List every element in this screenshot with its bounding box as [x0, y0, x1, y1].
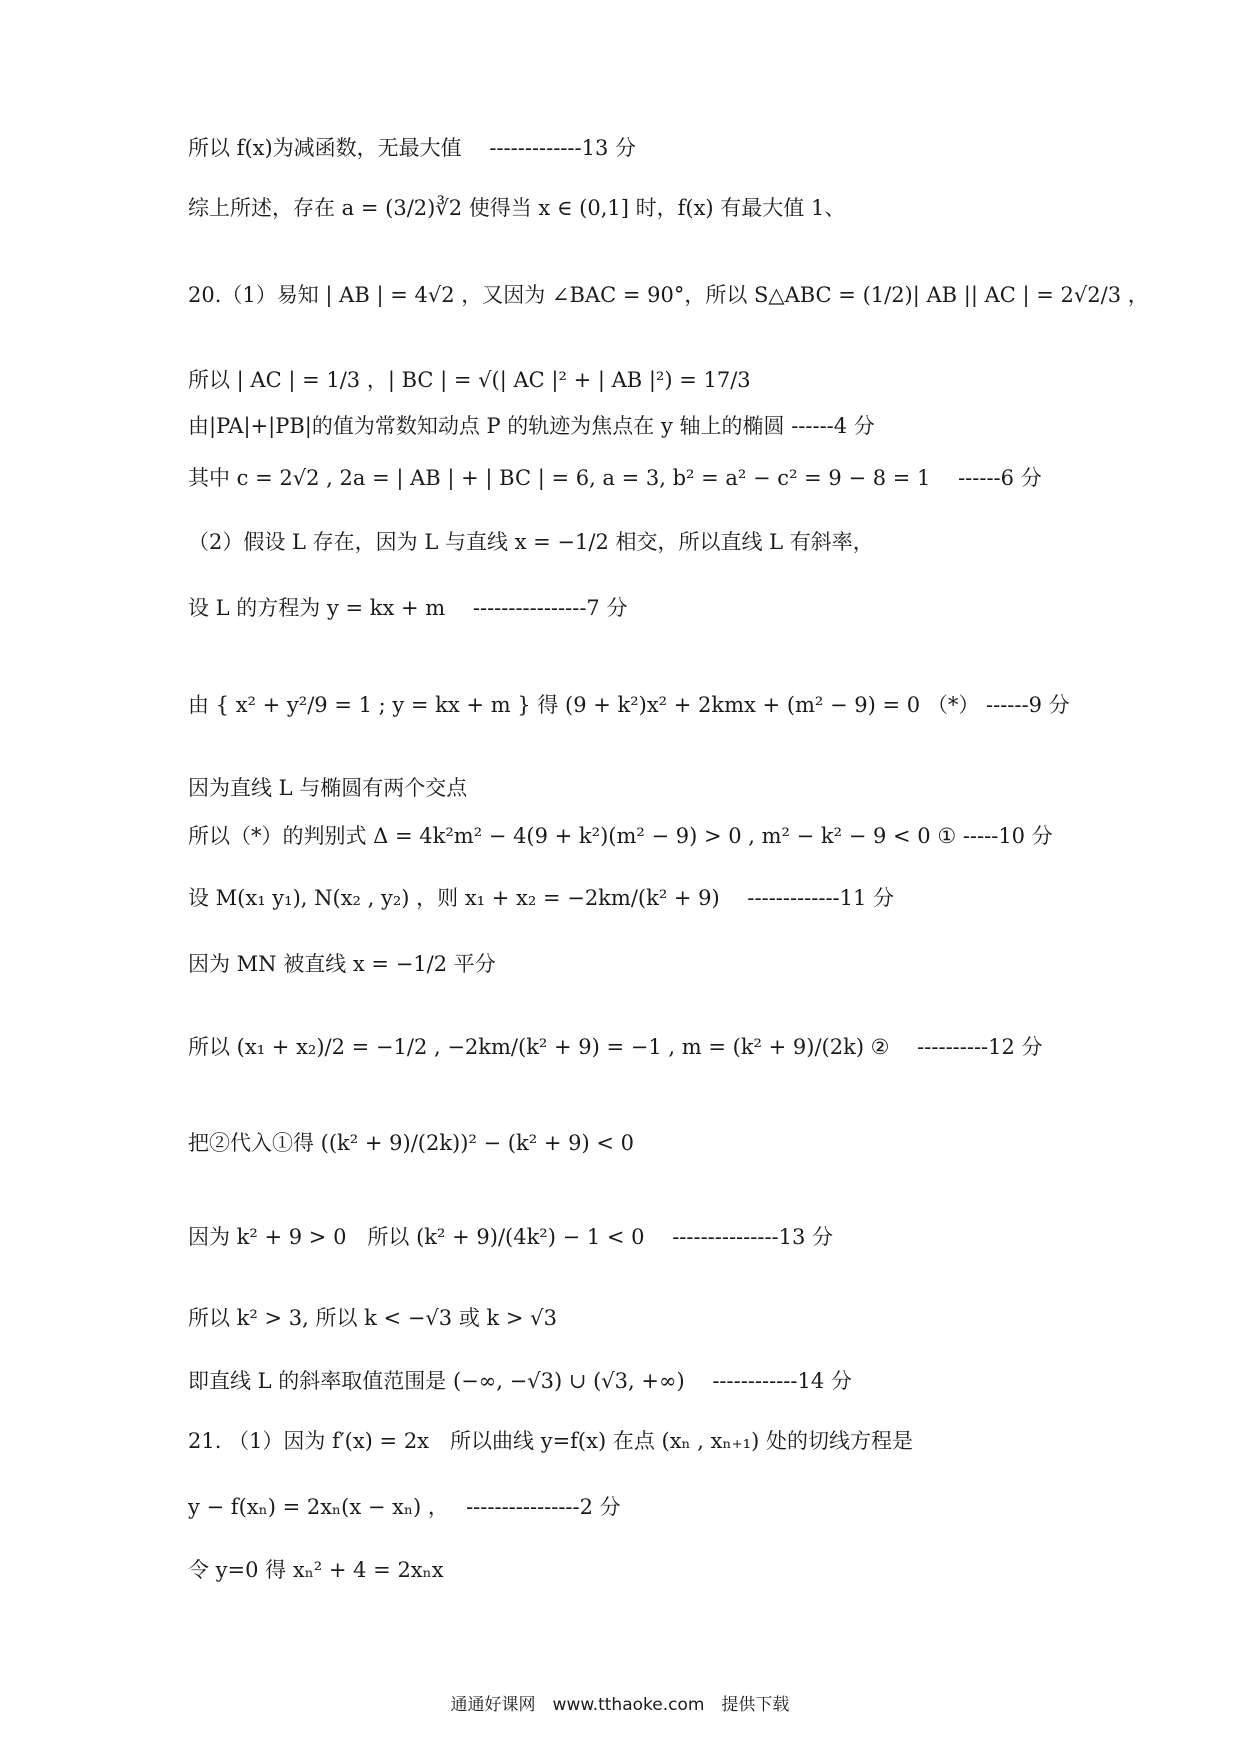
text-line: 所以 f(x)为减函数，无最大值 -------------13 分 — [188, 136, 636, 160]
text-line: 21. （1）因为 f′(x) = 2x 所以曲线 y=f(x) 在点 (xₙ , xₙ₊₁) 处的切线方程是 — [188, 1429, 913, 1453]
text-line: 所以 k² > 3, 所以 k < −√3 或 k > √3 — [188, 1306, 557, 1330]
page-footer: 通通好课网 www.tthaoke.com 提供下载 — [450, 1695, 790, 1715]
text-line: 所以 (x₁ + x₂)/2 = −1/2 , −2km/(k² + 9) = −1 , m = (k² + 9)/(2k) ② ----------12 分 — [188, 1035, 1043, 1059]
text-line: 20.（1）易知 | AB | = 4√2 ，又因为 ∠BAC = 90°，所以 S△ABC = (1/2)| AB || AC | = 2√2/3 ， — [188, 283, 1149, 307]
text-line: 因为 MN 被直线 x = −1/2 平分 — [188, 952, 496, 976]
text-line: 综上所述，存在 a = (3/2)∛2 使得当 x ∈ (0,1] 时，f(x) 有最大值 1、 — [188, 196, 846, 220]
text-line: （2）假设 L 存在，因为 L 与直线 x = −1/2 相交，所以直线 L 有斜率， — [188, 530, 874, 554]
text-line: 其中 c = 2√2 , 2a = | AB | + | BC | = 6, a = 3, b² = a² − c² = 9 − 8 = 1 ------6 分 — [188, 466, 1042, 490]
text-line: 所以（*）的判别式 Δ = 4k²m² − 4(9 + k²)(m² − 9) > 0 , m² − k² − 9 < 0 ① -----10 分 — [188, 824, 1053, 848]
text-line: 由 { x² + y²/9 = 1 ; y = kx + m } 得 (9 + k²)x² + 2kmx + (m² − 9) = 0 （*） ------9 分 — [188, 693, 1070, 717]
text-line: 令 y=0 得 xₙ² + 4 = 2xₙx — [188, 1558, 444, 1582]
text-line: 由|PA|+|PB|的值为常数知动点 P 的轨迹为焦点在 y 轴上的椭圆 ------4 分 — [188, 414, 875, 438]
text-line: 因为 k² + 9 > 0 所以 (k² + 9)/(4k²) − 1 < 0 ---------------13 分 — [188, 1225, 834, 1249]
text-line: y − f(xₙ) = 2xₙ(x − xₙ) ， ----------------2 分 — [188, 1495, 621, 1519]
text-line: 即直线 L 的斜率取值范围是 (−∞, −√3) ∪ (√3, +∞) ------------14 分 — [188, 1369, 852, 1393]
text-line: 把②代入①得 ((k² + 9)/(2k))² − (k² + 9) < 0 — [188, 1131, 634, 1155]
text-line: 设 M(x₁ y₁), N(x₂ , y₂) ，则 x₁ + x₂ = −2km/(k² + 9) -------------11 分 — [188, 886, 895, 910]
text-line: 所以 | AC | = 1/3 ，| BC | = √(| AC |² + | AB |²) = 17/3 — [188, 368, 751, 392]
text-line: 因为直线 L 与椭圆有两个交点 — [188, 776, 468, 800]
text-line: 设 L 的方程为 y = kx + m ----------------7 分 — [188, 596, 628, 620]
